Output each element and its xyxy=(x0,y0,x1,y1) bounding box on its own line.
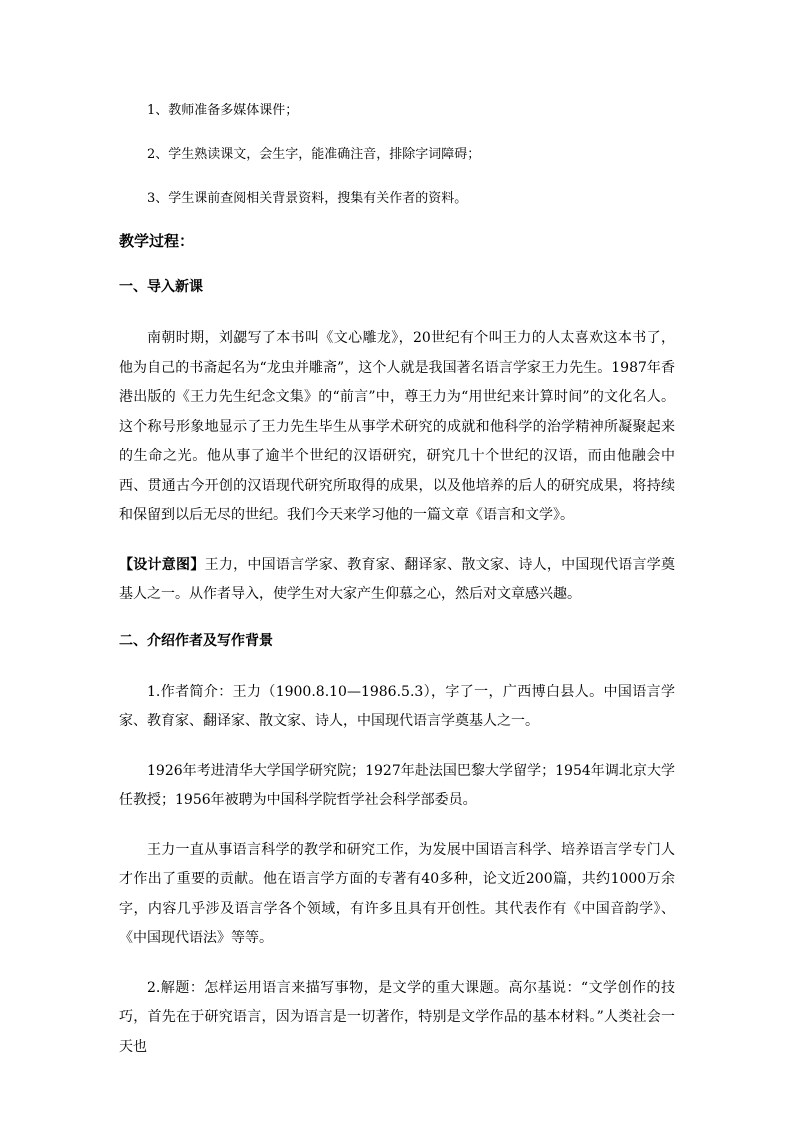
prep-item-1: 1、教师准备多媒体课件； xyxy=(147,103,299,118)
prep-item-2: 2、学生熟读课文，会生字，能准确注音，排除字词障碍； xyxy=(147,147,481,162)
design-intent-label: 【设计意图】 xyxy=(119,556,205,573)
author-intro-paragraph: 1.作者简介：王力（1900.8.10—1986.5.3），字了一，广西博白县人。中国语言学家、教育家、翻译家、散文家、诗人，中国现代语言学奠基人之一。 xyxy=(119,683,675,729)
career-paragraph: 1926年考进清华大学国学研究院；1927年赴法国巴黎大学留学；1954年调北京大学任教授；1956年被聘为中国科学院哲学社会科学部委员。 xyxy=(119,762,675,808)
intro-paragraph: 南朝时期，刘勰写了本书叫《文心雕龙》，20世纪有个叫王力的人太喜欢这本书了，他为自己的书斋起名为“龙虫并雕斋”，这个人就是我国著名语言学家王力先生。1987年香港出版的《王力先生纪念文集》的“前言”中，尊王力为“用世纪来计算时间”的文化名人。这个称号形象地显示了王力先生毕生从事学术研究的成就和他科学的治学精神所凝聚起来的生命之光。他从事了逾半个世纪的汉语研究，研究几十个世纪的汉语，而由他融会中西、贯通古今开创的汉语现代研究所取得的成果，以及他培养的后人的研究成果，将持续和保留到以后无尽的世纪。我们今天来学习他的一篇文章《语言和文学》。 xyxy=(119,330,675,523)
design-intent-paragraph xyxy=(119,551,675,610)
process-heading: 教学过程： xyxy=(119,232,195,250)
document-body xyxy=(119,100,675,1082)
prep-item-3: 3、学生课前查阅相关背景资料，搜集有关作者的资料。 xyxy=(147,191,468,206)
design-intent-text: 王力，中国语言学家、教育家、翻译家、散文家、诗人，中国现代语言学奠基人之一。从作者导入，使学生对大家产生仰慕之心，然后对文章感兴趣。 xyxy=(119,556,676,602)
section2-heading: 二、介绍作者及写作背景 xyxy=(119,632,273,649)
section1-heading: 一、导入新课 xyxy=(119,279,203,295)
title-explain-paragraph: 2.解题：怎样运用语言来描写事物，是文学的重大课题。高尔基说：“文学创作的技巧，首先在于研究语言，因为语言是一切著作，特别是文学作品的基本材料。”人类社会一天也 xyxy=(119,979,675,1055)
contribution-paragraph: 王力一直从事语言科学的教学和研究工作，为发展中国语言科学、培养语言学专门人才作出了重要的贡献。他在语言学方面的专著有40多种，论文近200篇，共约1000万余字，内容几乎涉及语言学各个领域，有许多且具有开创性。其代表作有《中国音韵学》、《中国现代语法》等等。 xyxy=(119,841,675,946)
